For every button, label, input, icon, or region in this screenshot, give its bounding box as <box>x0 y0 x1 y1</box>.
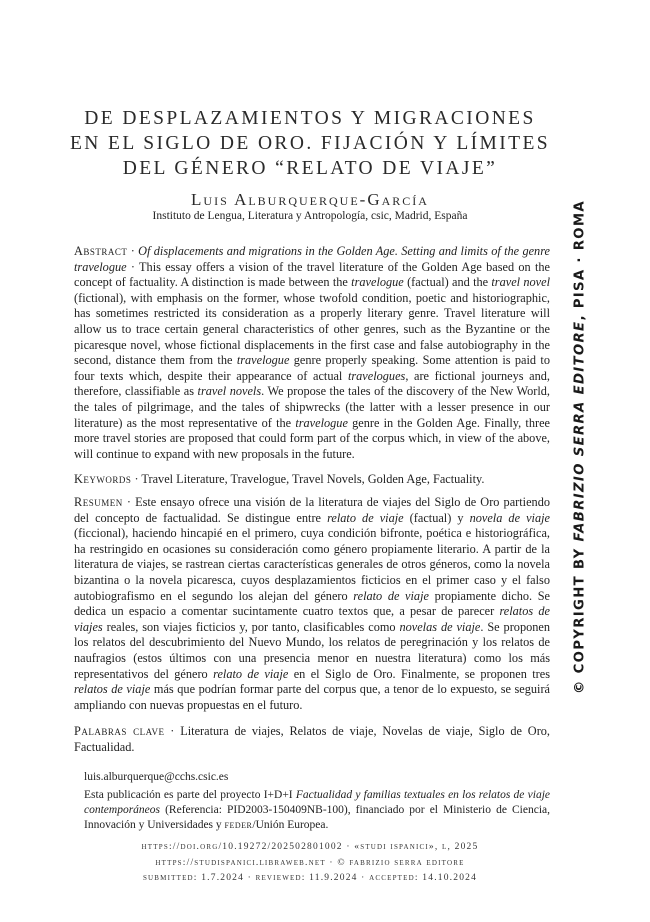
resumen-text: más que podrían formar parte del corpus que, a tenor de lo expuesto, se seguirá ampliando con nuevas propuestas en el futuro. <box>74 682 551 712</box>
abstract-separator: · <box>127 244 139 258</box>
title-line-3: DEL GÉNERO “RELATO DE VIAJE” <box>122 158 498 179</box>
resumen-italic-term: relato de viaje <box>353 588 429 603</box>
copyright-prefix: © COPYRIGHT BY <box>572 540 588 694</box>
copyright-notice <box>573 200 588 694</box>
keywords-spanish <box>74 724 550 755</box>
resumen-label: Resumen <box>74 495 123 509</box>
abstract-text: , are fictional journeys and, therefore, classifiable as <box>74 368 550 399</box>
funding-text: /Unión Europea. <box>252 819 329 831</box>
abstract-italic-term: travelogue <box>351 275 404 290</box>
footer-website-line: https://studispanici.libraweb.net · © fabrizio serra editore <box>155 858 465 868</box>
abstract-text: genre properly speaking. Some attention is paid to four texts which, despite their appearance of actual <box>74 353 550 383</box>
keywords-separator: · <box>131 472 142 486</box>
abstract-label: Abstract <box>74 244 128 258</box>
abstract-italic-term: travelogue <box>295 415 348 430</box>
author-affiliation: Instituto de Lengua, Literatura y Antropología, csic, Madrid, España <box>152 210 468 222</box>
resumen-text: Este ensayo ofrece una visión de la literatura de viajes del Siglo de Oro partiendo del concepto de factualidad. Se distingue entre <box>74 495 550 525</box>
author-email: luis.alburquerque@cchs.csic.es <box>84 771 229 783</box>
abstract-separator-2: · <box>126 259 140 274</box>
resumen-italic-term: relatos de viajes <box>74 604 550 634</box>
keywords-label: Keywords <box>74 472 132 486</box>
resumen-italic-term: relato de viaje <box>213 666 289 681</box>
keywords-english <box>74 472 550 488</box>
abstract-italic-term: travelogues <box>347 368 406 383</box>
abstract-english-title: Of displacements and migrations in the Golden Age. Setting and limits of the genre travelogue <box>74 244 550 274</box>
funding-note <box>84 788 550 833</box>
funding-feder: feder <box>224 819 253 831</box>
resumen-text: (factual) y <box>403 510 470 525</box>
abstract-text: (fictional), with emphasis on the former, whose twofold condition, poetic and historiographic, has sometimes restricted its consideration as a properly literary genre. Travel literature will allow us to trace certain general characteristics of other genres, such as the Byzantine or the picaresque novel, whose fictional displacements in the first case and false autobiography in the second, distance them from the <box>74 290 550 368</box>
copyright-sidebar <box>566 199 594 694</box>
keywords-text: Travel Literature, Travelogue, Travel Novels, Golden Age, Factuality. <box>141 472 485 486</box>
funding-project-title: Factualidad y familias textuales en los relatos de viaje contemporáneos <box>84 789 550 816</box>
funding-text: (Referencia: PID2003-150409NB-100), financiado por el Ministerio de Ciencia, Innovación y Universidades y <box>84 804 550 831</box>
resumen-text: en el Siglo de Oro. Finalmente, se proponen tres <box>288 666 550 681</box>
resumen-text: reales, son viajes ficticios y, por tanto, clasificables como <box>102 619 400 634</box>
resumen-text: propiamente dicho. Se dedica un espacio a comentar sucintamente cuatro textos que, a pesar de parecer <box>74 588 551 619</box>
abstract-text: This essay offers a vision of the travel literature of the Golden Age based on the concept of factuality. A distinction is made between the <box>74 259 550 290</box>
author-name: Luis Alburquerque-García <box>191 190 429 209</box>
resumen-italic-term: novelas de viaje <box>399 619 481 634</box>
resumen-paragraph <box>74 495 550 713</box>
copyright-suffix: , PISA · ROMA <box>572 199 588 321</box>
abstract-paragraph <box>74 244 550 462</box>
resumen-italic-term: novela de viaje <box>469 510 550 525</box>
abstract-text: (factual) and the <box>403 275 492 290</box>
resumen-italic-term: relatos de viaje <box>74 682 151 697</box>
abstract-italic-term: travel novels <box>197 384 262 399</box>
resumen-italic-term: relato de viaje <box>327 510 404 525</box>
palabras-clave-text: Literatura de viajes, Relatos de viaje, Novelas de viaje, Siglo de Oro, Factualidad. <box>74 724 551 754</box>
abstract-text: . We propose the tales of the discovery of the New World, the tales of pilgrimage, and the tales of shipwrecks (the latter with a lesser presence in our literature) as the most representative of the <box>74 384 550 430</box>
footer-doi-line: https://doi.org/10.19272/202502801002 · «studi ispanici», l, 2025 <box>141 842 479 852</box>
title-line-2: EN EL SIGLO DE ORO. FIJACIÓN Y LÍMITES <box>69 133 551 154</box>
funding-text: Esta publicación es parte del proyecto I+D+I <box>84 789 296 801</box>
abstract-italic-term: travelogue <box>236 353 290 368</box>
footer-dates-line: submitted: 1.7.2024 · reviewed: 11.9.2024 · accepted: 14.10.2024 <box>142 873 478 883</box>
keywords-separator: · <box>164 724 181 738</box>
resumen-text: . Se proponen los relatos del descubrimiento del Nuevo Mundo, los relatos de peregrinación y los relatos de naufragios (estos últimos con una presencia menor en nuestra literatura) como los más representativos del género <box>74 619 550 681</box>
resumen-separator: · <box>122 495 136 509</box>
abstract-italic-term: travel novel <box>491 275 551 290</box>
article-title <box>60 106 560 181</box>
palabras-clave-label: Palabras clave <box>74 724 165 738</box>
copyright-publisher: FABRIZIO SERRA EDITORE <box>572 320 588 541</box>
resumen-text: (ficcional), haciendo hincapié en el primero, cuya condición bifronte, poética e historiográfica, ha restringido en ocasiones su consideración como género propiamente literario. A partir de la literatura de viajes, se rastrean ciertas características generales de otros géneros, como la novela bizantina o la novela picaresca, cuyos desplazamientos ficticios en el primer caso y el falso autobiografismo en el segundo los alejan del género <box>74 526 550 603</box>
abstract-text: genre in the Golden Age. Finally, three more travel stories are proposed that could form part of the corpus which, in view of the above, will continue to expand with new proposals in the future. <box>74 415 550 461</box>
title-line-1: DE DESPLAZAMIENTOS Y MIGRACIONES <box>84 108 536 129</box>
